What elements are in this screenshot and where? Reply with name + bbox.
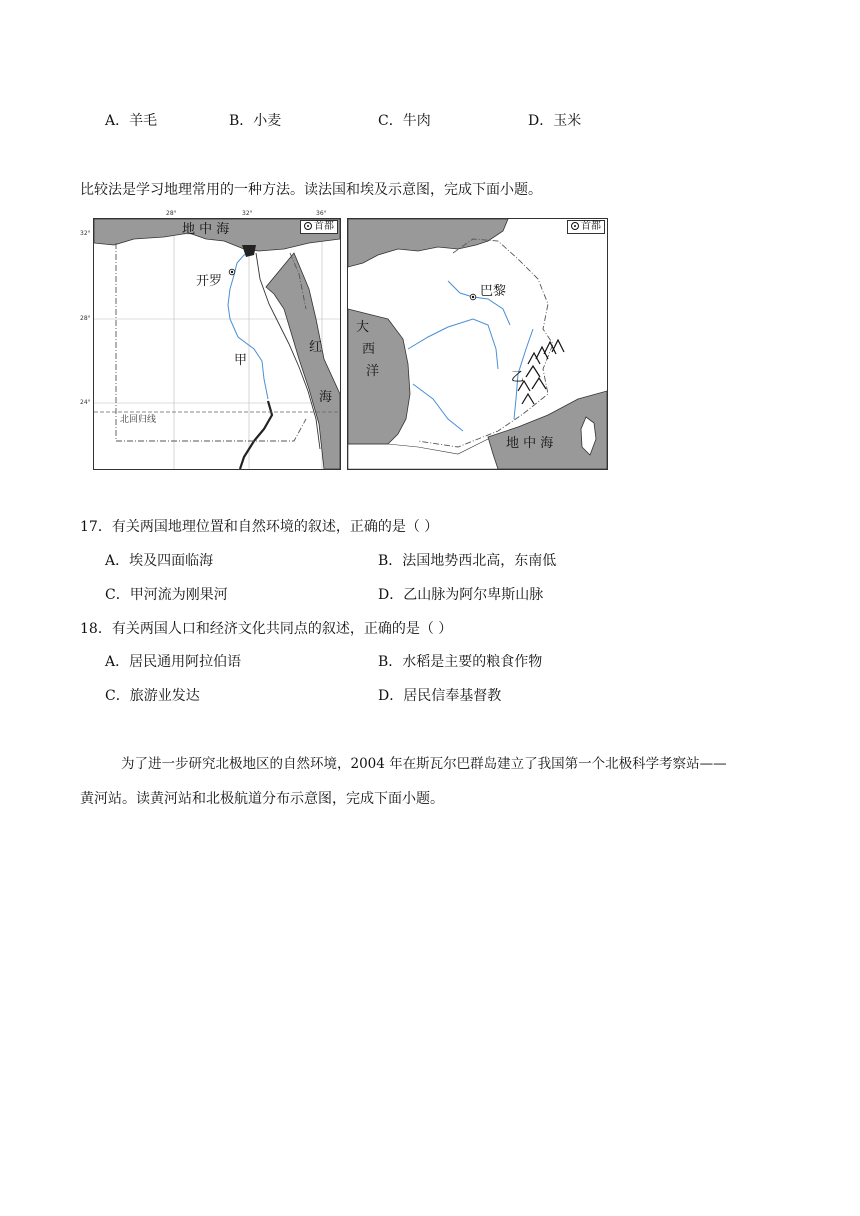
red-sea-label-1: 红	[309, 340, 323, 355]
q16-option-a: A．羊毛	[105, 113, 158, 129]
atlantic-label-2: 西	[362, 342, 376, 357]
q18-option-a: A．居民通用阿拉伯语	[105, 654, 242, 670]
q17-option-d: D．乙山脉为阿尔卑斯山脉	[378, 587, 544, 603]
tick-lon-36: 36°	[316, 210, 327, 217]
egypt-map	[93, 218, 341, 470]
intro-compare: 比较法是学习地理常用的一种方法。读法国和埃及示意图，完成下面小题。	[80, 182, 542, 198]
q17-option-a: A．埃及四面临海	[105, 553, 214, 569]
egypt-capital-label: 开罗	[196, 274, 223, 289]
egypt-legend	[300, 220, 338, 234]
mountain-label: 乙	[511, 370, 525, 385]
tick-lon-32: 32°	[242, 210, 253, 217]
q18-option-c: C．旅游业发达	[105, 688, 200, 704]
france-capital-label: 巴黎	[480, 284, 507, 299]
q18-option-d: D．居民信奉基督教	[378, 688, 502, 704]
tick-lon-28: 28°	[166, 210, 177, 217]
egypt-map-graphic	[94, 219, 340, 469]
egypt-sea-label: 地 中 海	[182, 222, 230, 237]
tick-lat-24: 24°	[80, 399, 91, 406]
red-sea-label-2: 海	[319, 390, 333, 405]
q17-option-b: B．法国地势西北高，东南低	[378, 553, 557, 569]
q18-stem: 18．有关两国人口和经济文化共同点的叙述，正确的是（ ）	[80, 621, 453, 637]
egypt-river-label: 甲	[234, 353, 248, 368]
intro-arctic-line2: 黄河站。读黄河站和北极航道分布示意图，完成下面小题。	[80, 791, 444, 807]
france-map-graphic	[348, 219, 607, 469]
atlantic-label-1: 大	[356, 320, 370, 335]
france-legend	[567, 220, 605, 234]
france-sea-label: 地 中 海	[506, 436, 554, 451]
egypt-legend-label: 首都	[314, 221, 334, 232]
intro-arctic-line1: 为了进一步研究北极地区的自然环境，2004 年在斯瓦尔巴群岛建立了我国第一个北极科学考察站——	[121, 756, 727, 772]
capital-symbol-icon	[571, 222, 579, 230]
q17-option-c: C．甲河流为刚果河	[105, 587, 228, 603]
tick-lat-28: 28°	[80, 315, 91, 322]
q17-stem: 17．有关两国地理位置和自然环境的叙述，正确的是（ ）	[80, 519, 439, 535]
q16-option-d: D．玉米	[528, 113, 582, 129]
tropic-label: 北回归线	[120, 415, 157, 425]
atlantic-label-3: 洋	[366, 364, 380, 379]
france-map	[347, 218, 608, 470]
q16-option-b: B．小麦	[229, 113, 282, 129]
q18-option-b: B．水稻是主要的粮食作物	[378, 654, 543, 670]
capital-symbol-icon	[304, 222, 312, 230]
france-legend-label: 首都	[581, 221, 601, 232]
tick-lat-32: 32°	[80, 230, 91, 237]
q16-option-c: C．牛肉	[378, 113, 431, 129]
